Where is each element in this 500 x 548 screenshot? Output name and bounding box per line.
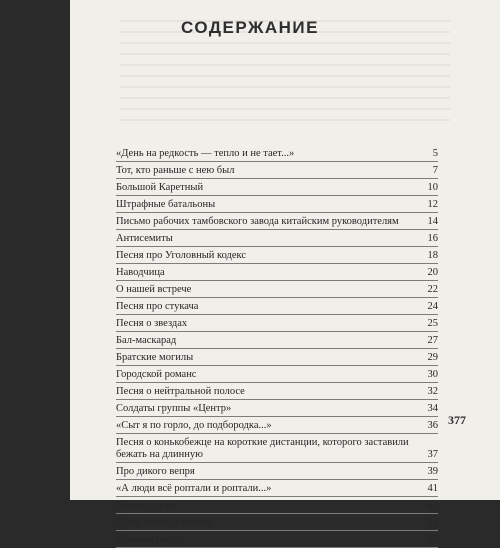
toc-entry xyxy=(116,247,438,264)
toc-entry-title: Песня о конькобежце на короткие дистанции, которого заставили бежать на длинную xyxy=(116,437,409,460)
toc-entry-page: 44 xyxy=(427,517,438,528)
toc-entry-page: 18 xyxy=(427,250,438,261)
toc-entry-title: Письмо рабочих тамбовского завода китайским руководителям xyxy=(116,216,399,227)
toc-entry-page: 34 xyxy=(427,403,438,414)
toc-entry-page: 37 xyxy=(427,449,438,460)
toc-entry xyxy=(116,531,438,548)
toc-entry-title: Здесь вам не равнина xyxy=(116,517,212,528)
toc-entry-page: 12 xyxy=(427,199,438,210)
toc-entry xyxy=(116,230,438,247)
toc-entry-page: 30 xyxy=(427,369,438,380)
book-page xyxy=(70,0,500,545)
toc-entry-title: Песня о нейтральной полосе xyxy=(116,386,245,397)
toc-entry-page: 42 xyxy=(427,500,438,511)
toc-entry-title: Антисемиты xyxy=(116,233,173,244)
toc-entry-page: 10 xyxy=(427,182,438,193)
toc-entry-title: Песня о звездах xyxy=(116,318,188,329)
toc-entry-page: 29 xyxy=(427,352,438,363)
toc-entry xyxy=(116,400,438,417)
toc-entry xyxy=(116,196,438,213)
toc-entry xyxy=(116,514,438,531)
toc-entry xyxy=(116,264,438,281)
toc-entry xyxy=(116,480,438,497)
toc-entry-title: Наводчица xyxy=(116,267,165,278)
toc-entry-title: Тот, кто раньше с нею был xyxy=(116,165,235,176)
toc-entry xyxy=(116,417,438,434)
toc-entry xyxy=(116,366,438,383)
toc-entry xyxy=(116,281,438,298)
table-of-contents xyxy=(116,145,438,548)
toc-entry-title: Военная песня xyxy=(116,534,183,545)
toc-entry-page: 32 xyxy=(427,386,438,397)
toc-entry xyxy=(116,332,438,349)
toc-entry xyxy=(116,434,438,463)
toc-entry xyxy=(116,162,438,179)
toc-entry-title: Песня про Уголовный кодекс xyxy=(116,250,247,261)
toc-entry-page: 14 xyxy=(427,216,438,227)
toc-entry-title: О нашей встрече xyxy=(116,284,192,295)
toc-entry-title: Городской романс xyxy=(116,369,197,380)
toc-entry-page: 20 xyxy=(427,267,438,278)
toc-entry-title: Братские могилы xyxy=(116,352,194,363)
toc-entry xyxy=(116,213,438,230)
toc-entry xyxy=(116,383,438,400)
toc-entry-page: 22 xyxy=(427,284,438,295)
toc-entry-page: 41 xyxy=(427,483,438,494)
toc-entry xyxy=(116,145,438,162)
toc-entry-page: 36 xyxy=(427,420,438,431)
toc-entry-title: «А люди всё роптали и роптали...» xyxy=(116,483,272,494)
toc-entry-title: Песня о друге xyxy=(116,500,179,511)
toc-entry-title: «Сыт я по горло, до подбородка...» xyxy=(116,420,272,431)
toc-entry-page: 16 xyxy=(427,233,438,244)
toc-entry xyxy=(116,179,438,196)
toc-entry xyxy=(116,315,438,332)
toc-entry-title: Штрафные батальоны xyxy=(116,199,216,210)
toc-entry xyxy=(116,463,438,480)
toc-entry-page: 27 xyxy=(427,335,438,346)
toc-entry-title: Песня про стукача xyxy=(116,301,199,312)
toc-entry-title: Про дикого вепря xyxy=(116,466,195,477)
toc-entry-title: Солдаты группы «Центр» xyxy=(116,403,232,414)
toc-entry-title: «День на редкость — тепло и не тает...» xyxy=(116,148,295,159)
toc-entry-page: 39 xyxy=(427,466,438,477)
toc-entry xyxy=(116,349,438,366)
toc-entry-page: 5 xyxy=(432,148,438,159)
page-title: СОДЕРЖАНИЕ xyxy=(181,18,319,37)
toc-entry-page: 46 xyxy=(427,534,438,545)
toc-entry-page: 25 xyxy=(427,318,438,329)
page-number: 377 xyxy=(448,413,466,427)
toc-entry xyxy=(116,298,438,315)
toc-entry-title: Бал-маскарад xyxy=(116,335,177,346)
toc-entry-page: 7 xyxy=(432,165,438,176)
toc-entry-title: Большой Каретный xyxy=(116,182,204,193)
toc-entry-page: 24 xyxy=(427,301,438,312)
